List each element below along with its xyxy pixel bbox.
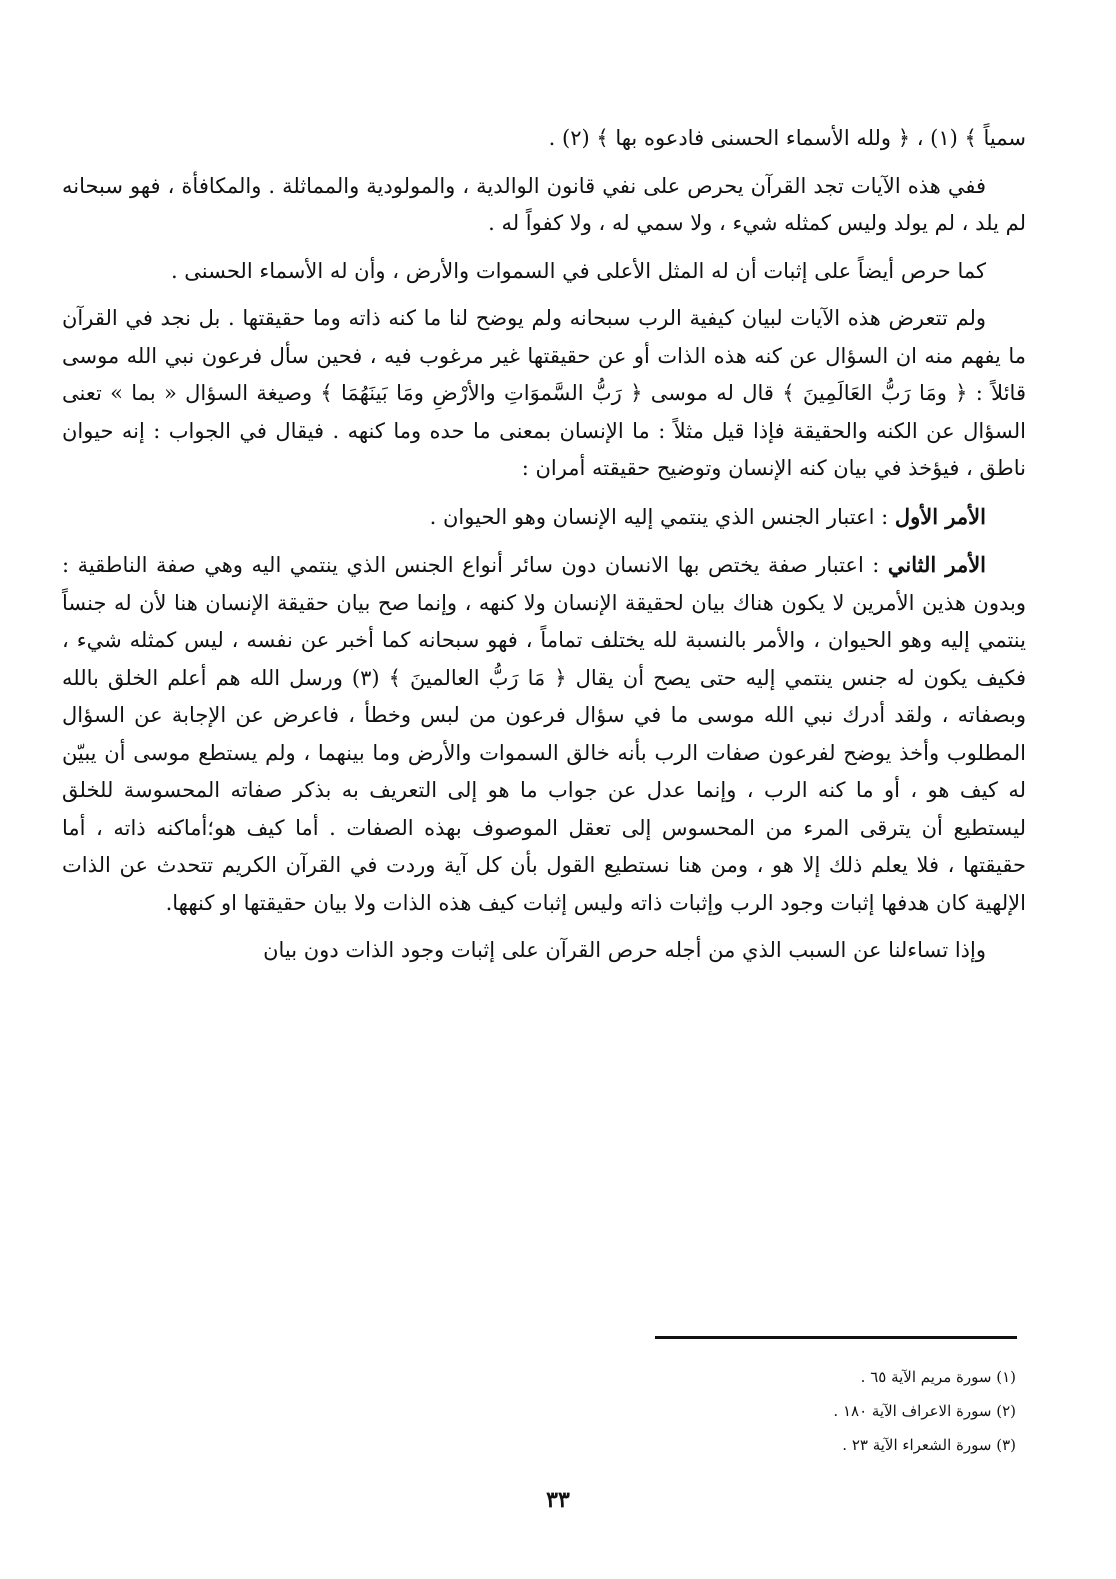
page-number: ٣٣: [546, 1487, 570, 1513]
footnote-3: (٣) سورة الشعراء الآية ٢٣ .: [842, 1436, 1016, 1454]
main-text: [62, 120, 1026, 980]
paragraph-5: [62, 498, 1026, 537]
paragraph-1: سمياً ﴾ (١) ، ﴿ ولله الأسماء الحسنى فادعوه بها ﴾ (٢) .: [548, 126, 1026, 150]
footnote-divider: [655, 1336, 1017, 1339]
first-matter-label: الأمر الأول: [894, 503, 986, 529]
paragraph-7: وإذا تساءلنا عن السبب الذي من أجله حرص القرآن على إثبات وجود الذات دون بيان: [263, 938, 986, 962]
paragraph-4: ولم تتعرض هذه الآيات لبيان كيفية الرب سبحانه ولم يوضح لنا ما كنه ذاته وما حقيقتها . بل نجد في القرآن ما يفهم منه ان السؤال عن كنه هذه الذات أو عن حقيقتها غير مرغوب فيه ، فحين سأل فرعون نبي الله موسى قائلاً : ﴿ ومَا رَبُّ العَالَمِينَ ﴾ قال له موسى ﴿ رَبُّ السَّموَاتِ والأرْضِ ومَا بَينَهُمَا ﴾ وصيغة السؤال « بما » تعنى السؤال عن الكنه والحقيقة فإذا قيل مثلاً : ما الإنسان بمعنى ما حده وما كنهه . فيقال في الجواب : إنه حيوان ناطق ، فيؤخذ في بيان كنه الإنسان وتوضيح حقيقته أمران :: [62, 306, 1026, 480]
second-matter-text: : اعتبار صفة يختص بها الانسان دون سائر أنواع الجنس الذي ينتمي اليه وهي صفة الناطقية : وبدون هذين الأمرين لا يكون هناك بيان لحقيقة الإنسان ولا كنهه ، وإنما صح بيان حقيقة الإنسان هنا لأن له جنساً ينتمي إليه وهو الحيوان ، والأمر بالنسبة لله يختلف تماماً ، فهو سبحانه كما أخبر عن نفسه ، ليس كمثله شيء ، فكيف يكون له جنس ينتمي إليه حتى يصح أن يقال ﴿ مَا رَبُّ العالمينَ ﴾ (٣) ورسل الله هم أعلم الخلق بالله وبصفاته ، ولقد أدرك نبي الله موسى ما في سؤال فرعون من لبس وخطأ ، فاعرض عن الإجابة عن السؤال المطلوب وأخذ يوضح لفرعون صفات الرب بأنه خالق السموات والأرض وما بينهما ، ولم يستطع موسى أن يبيّن له كيف هو ، أو ما كنه الرب ، وإنما عدل عن جواب ما هو إلى التعريف به بذكر صفاته المحسوسة للخلق ليستطيع أن يترقى المرء من المحسوس إلى تعقل الموصوف بهذه الصفات . أما كيف هو؛أماكنه ذاته ، أما حقيقتها ، فلا يعلم ذلك إلا هو ، ومن هنا نستطيع القول بأن كل آية وردت في القرآن الكريم تتحدث عن الذات الإلهية كان هدفها إثبات وجود الرب وإثبات ذاته وليس إثبات كيف هذه الذات ولا بيان حقيقتها او كنهها.: [62, 553, 1026, 915]
paragraph-6: [62, 546, 1026, 922]
footnote-1: (١) سورة مريم الآية ٦٥ .: [860, 1368, 1016, 1386]
footnote-2: (٢) سورة الاعراف الآية ١٨٠ .: [833, 1402, 1016, 1420]
paragraph-3: كما حرص أيضاً على إثبات أن له المثل الأعلى في السموات والأرض ، وأن له الأسماء الحسنى .: [170, 258, 986, 283]
paragraph-2: ففي هذه الآيات تجد القرآن يحرص على نفي قانون الوالدية ، والمولودية والمماثلة . والمكافأة ، فهو سبحانه لم يلد ، لم يولد وليس كمثله شيء ، ولا سمي له ، ولا كفواً له .: [62, 173, 1026, 235]
second-matter-label: الأمر الثاني: [887, 552, 987, 577]
first-matter-text: : اعتبار الجنس الذي ينتمي إليه الإنسان وهو الحيوان .: [429, 504, 895, 529]
footnotes: [416, 1362, 1016, 1464]
